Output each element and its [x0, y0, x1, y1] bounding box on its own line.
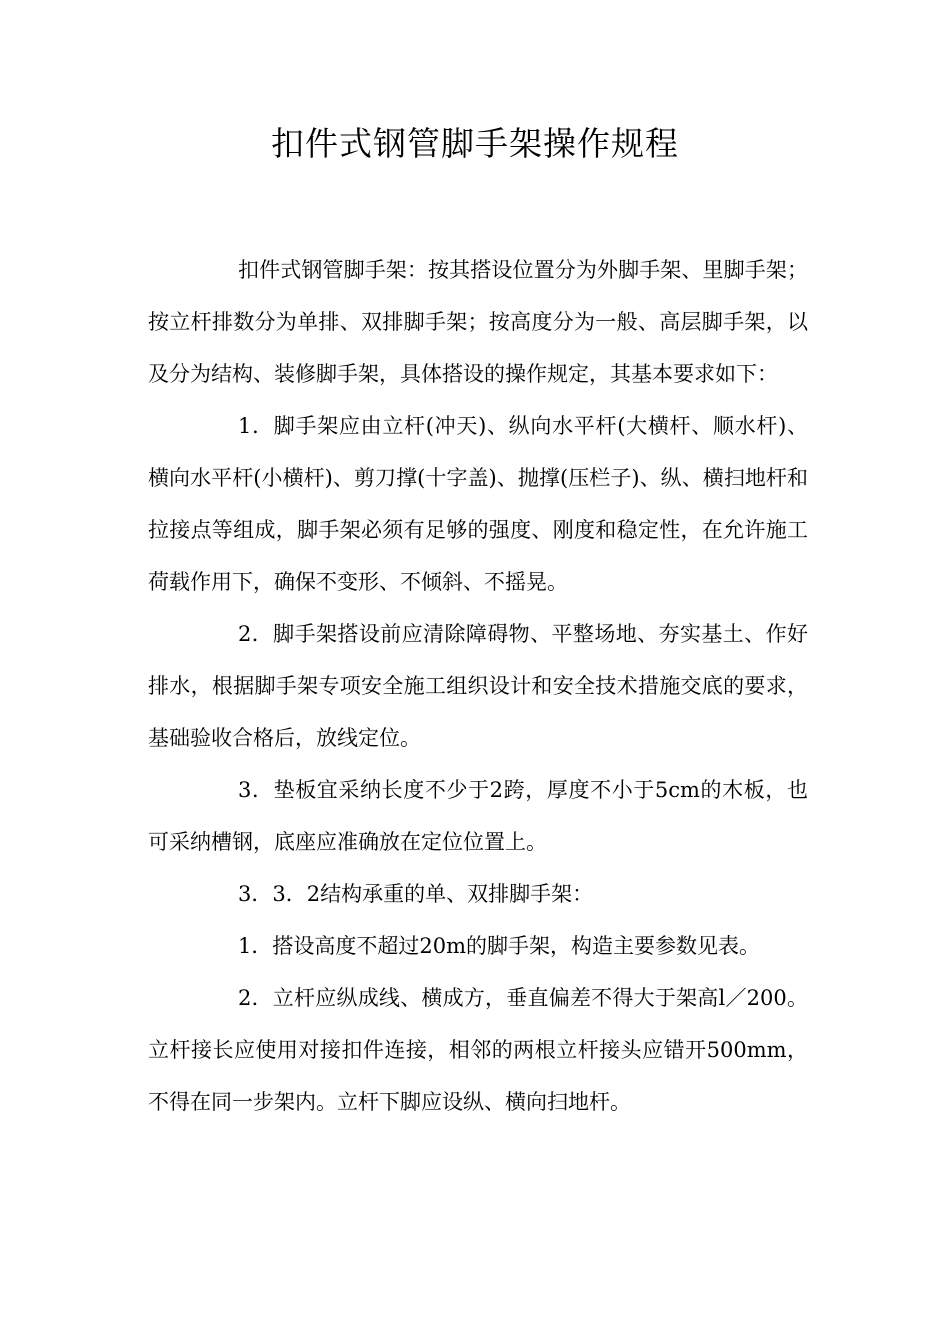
document-title: 扣件式钢管脚手架操作规程: [271, 124, 679, 163]
document-body: [148, 244, 808, 1128]
paragraph-item-1-composition: 1．脚手架应由立杆(冲天)、纵向水平杆(大横杆、顺水杆)、横向水平杆(小横杆)、剪刀撑(十字盖)、抛撑(压栏子)、纵、横扫地杆和拉接点等组成，脚手架必须有足够的强度、刚度和稳定性，在允许施工荷载作用下，确保不变形、不倾斜、不摇晃。: [148, 414, 808, 594]
paragraph-item-2-preparation: 2．脚手架搭设前应清除障碍物、平整场地、夯实基土、作好排水，根据脚手架专项安全施工组织设计和安全技术措施交底的要求，基础验收合格后，放线定位。: [148, 622, 808, 750]
paragraph-item-1-height: 1．搭设高度不超过20m的脚手架，构造主要参数见表。: [238, 934, 760, 958]
paragraph-item-3-base-plate: 3．垫板宜采纳长度不少于2跨，厚度不小于5cm的木板，也可采纳槽钢，底座应准确放在定位位置上。: [148, 778, 808, 854]
section-heading-3-3-2: 3．3．2结构承重的单、双排脚手架：: [238, 882, 594, 906]
paragraph-item-2-uprights: 2．立杆应纵成线、横成方，垂直偏差不得大于架高l／200。立杆接长应使用对接扣件连接，相邻的两根立杆接头应错开500mm，不得在同一步架内。立杆下脚应设纵、横向扫地杆。: [148, 986, 808, 1114]
paragraph-intro: 扣件式钢管脚手架：按其搭设位置分为外脚手架、里脚手架；按立杆排数分为单排、双排脚手架；按高度分为一般、高层脚手架，以及分为结构、装修脚手架，具体搭设的操作规定，其基本要求如下：: [148, 258, 808, 386]
